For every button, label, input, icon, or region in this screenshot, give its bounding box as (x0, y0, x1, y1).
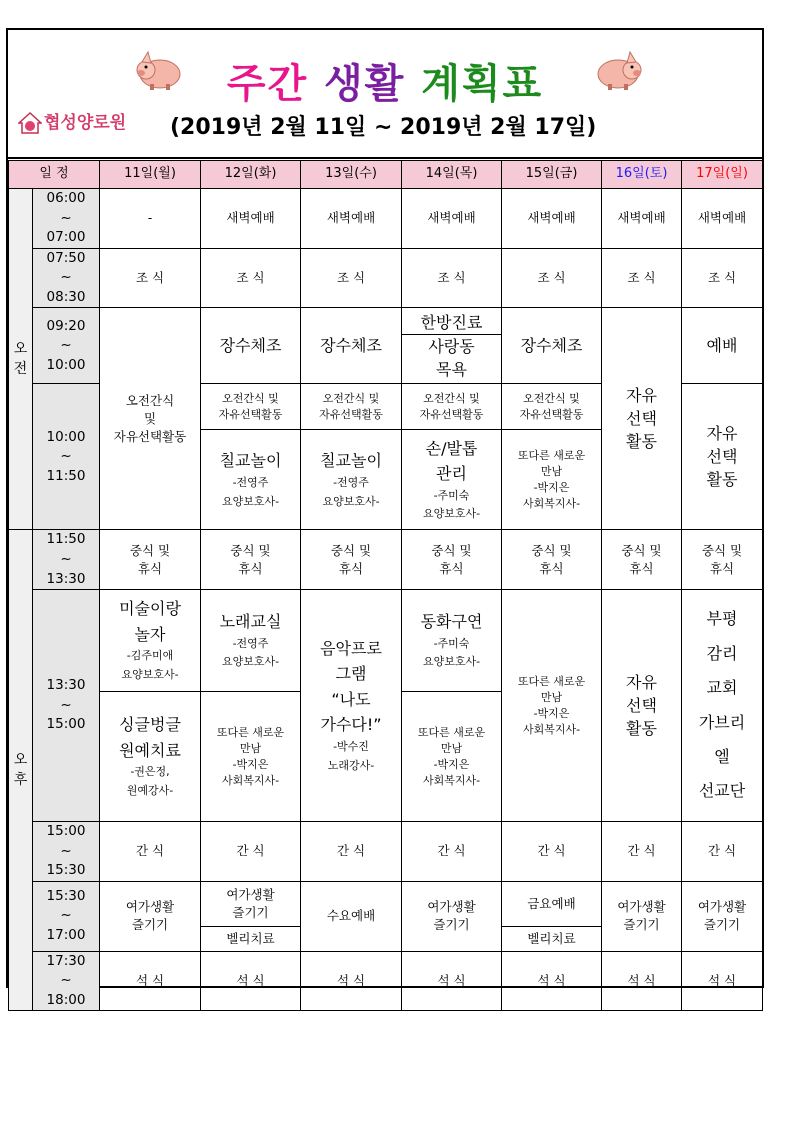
cell: 새벽예배 (402, 189, 502, 249)
cell: 중식 및 휴식 (100, 530, 201, 590)
cell: 예배 (682, 308, 763, 384)
time-slot: 17:30 ~ 18:00 (33, 951, 100, 1011)
cell: 조 식 (402, 248, 502, 308)
page-header (8, 30, 762, 159)
cell: 석 식 (301, 951, 402, 1011)
cell: 새벽예배 (201, 189, 301, 249)
cell: 중식 및 휴식 (682, 530, 763, 590)
cell: 중식 및 휴식 (602, 530, 682, 590)
cell: 또다른 새로운 만남 -박지은 사회복지사- (502, 590, 602, 822)
date-range: (2019년 2월 11일 ~ 2019년 2월 17일) (170, 115, 597, 140)
cell: 간 식 (201, 822, 301, 882)
cell: 조 식 (502, 248, 602, 308)
cell: 장수체조 (502, 308, 602, 384)
cell: 조 식 (100, 248, 201, 308)
cell: 조 식 (301, 248, 402, 308)
cell: 오전간식 및 자유선택활동 (502, 384, 602, 430)
cell: 간 식 (602, 822, 682, 882)
cell: 자유 선택 활동 (682, 384, 763, 530)
cell: 중식 및 휴식 (502, 530, 602, 590)
time-slot: 10:00 ~ 11:50 (33, 384, 100, 530)
cell: 간 식 (402, 822, 502, 882)
cell: 중식 및 휴식 (201, 530, 301, 590)
time-slot: 15:00 ~ 15:30 (33, 822, 100, 882)
organization-name: 협성양로원 (18, 108, 126, 134)
schedule-page (6, 28, 764, 1008)
time-slot: 11:50 ~ 13:30 (33, 530, 100, 590)
day-header: 11일(월) (100, 161, 201, 189)
weekly-schedule-table (8, 160, 763, 1011)
cell: 새벽예배 (301, 189, 402, 249)
cell: 석 식 (502, 951, 602, 1011)
cell: 간 식 (301, 822, 402, 882)
cell: 간 식 (502, 822, 602, 882)
cell: 간 식 (100, 822, 201, 882)
cell: 손/발톱 관리 -주미숙 요양보호사- (402, 430, 502, 530)
day-header: 13일(수) (301, 161, 402, 189)
cell: 수요예배 (301, 881, 402, 951)
cell: 음악프로 그램 “나도 가수다!” -박수진 노래강사- (301, 590, 402, 822)
cell: 싱글벙글 원예치료 -권은정, 원예강사- (100, 692, 201, 822)
cell: 자유 선택 활동 (602, 308, 682, 530)
cell: 여가생활 즐기기 (402, 881, 502, 951)
cell: 칠교놀이 -전영주 요양보호사- (201, 430, 301, 530)
cell: 석 식 (602, 951, 682, 1011)
cell: 여가생활 즐기기 (602, 881, 682, 951)
cell: 조 식 (682, 248, 763, 308)
cell: 여가생활 즐기기 (100, 881, 201, 951)
cell: 장수체조 (201, 308, 301, 384)
time-slot: 09:20 ~ 10:00 (33, 308, 100, 384)
pm-label: 오 후 (9, 530, 33, 1011)
cell: 석 식 (402, 951, 502, 1011)
cell: 또다른 새로운 만남 -박지은 사회복지사- (402, 692, 502, 822)
cell: 미술이랑 놀자 -김주미애 요양보호사- (100, 590, 201, 692)
time-slot: 07:50 ~ 08:30 (33, 248, 100, 308)
cell: 새벽예배 (502, 189, 602, 249)
cell: 석 식 (682, 951, 763, 1011)
cell: 중식 및 휴식 (301, 530, 402, 590)
cell: 또다른 새로운 만남 -박지은 사회복지사- (502, 430, 602, 530)
cell: 동화구연 -주미숙 요양보호사- (402, 590, 502, 692)
cell: 장수체조 (301, 308, 402, 384)
page-title: 주간 생활 계획표 (226, 61, 544, 107)
cell: 오전간식 및 자유선택활동 (301, 384, 402, 430)
cell: 여가생활 즐기기 (682, 881, 763, 951)
schedule-header: 일 정 (9, 161, 100, 189)
cell: 조 식 (201, 248, 301, 308)
day-header: 15일(금) (502, 161, 602, 189)
cell: 석 식 (201, 951, 301, 1011)
am-label: 오 전 (9, 189, 33, 530)
cell: 한방진료 사랑동 목욕 (402, 308, 502, 384)
cell: 여가생활 즐기기 벨리치료 (201, 881, 301, 951)
header-row (9, 161, 763, 189)
home-logo-icon (18, 112, 42, 134)
cell: 오전간식 및 자유선택활동 (402, 384, 502, 430)
cell: 간 식 (682, 822, 763, 882)
cell: 조 식 (602, 248, 682, 308)
day-header-saturday: 16일(토) (602, 161, 682, 189)
cell: 부평 감리 교회 가브리 엘 선교단 (682, 590, 763, 822)
cell: 새벽예배 (682, 189, 763, 249)
time-slot: 13:30 ~ 15:00 (33, 590, 100, 822)
cell: 자유 선택 활동 (602, 590, 682, 822)
day-header: 14일(목) (402, 161, 502, 189)
cell: 금요예배 벨리치료 (502, 881, 602, 951)
time-slot: 06:00 ~ 07:00 (33, 189, 100, 249)
cell: 오전간식 및 자유선택활동 (100, 308, 201, 530)
cell: 새벽예배 (602, 189, 682, 249)
cell: 중식 및 휴식 (402, 530, 502, 590)
cell: 석 식 (100, 951, 201, 1011)
cell: - (100, 189, 201, 249)
cell: 또다른 새로운 만남 -박지은 사회복지사- (201, 692, 301, 822)
cell: 오전간식 및 자유선택활동 (201, 384, 301, 430)
day-header-sunday: 17일(일) (682, 161, 763, 189)
cell: 칠교놀이 -전영주 요양보호사- (301, 430, 402, 530)
cell: 노래교실 -전영주 요양보호사- (201, 590, 301, 692)
time-slot: 15:30 ~ 17:00 (33, 881, 100, 951)
day-header: 12일(화) (201, 161, 301, 189)
